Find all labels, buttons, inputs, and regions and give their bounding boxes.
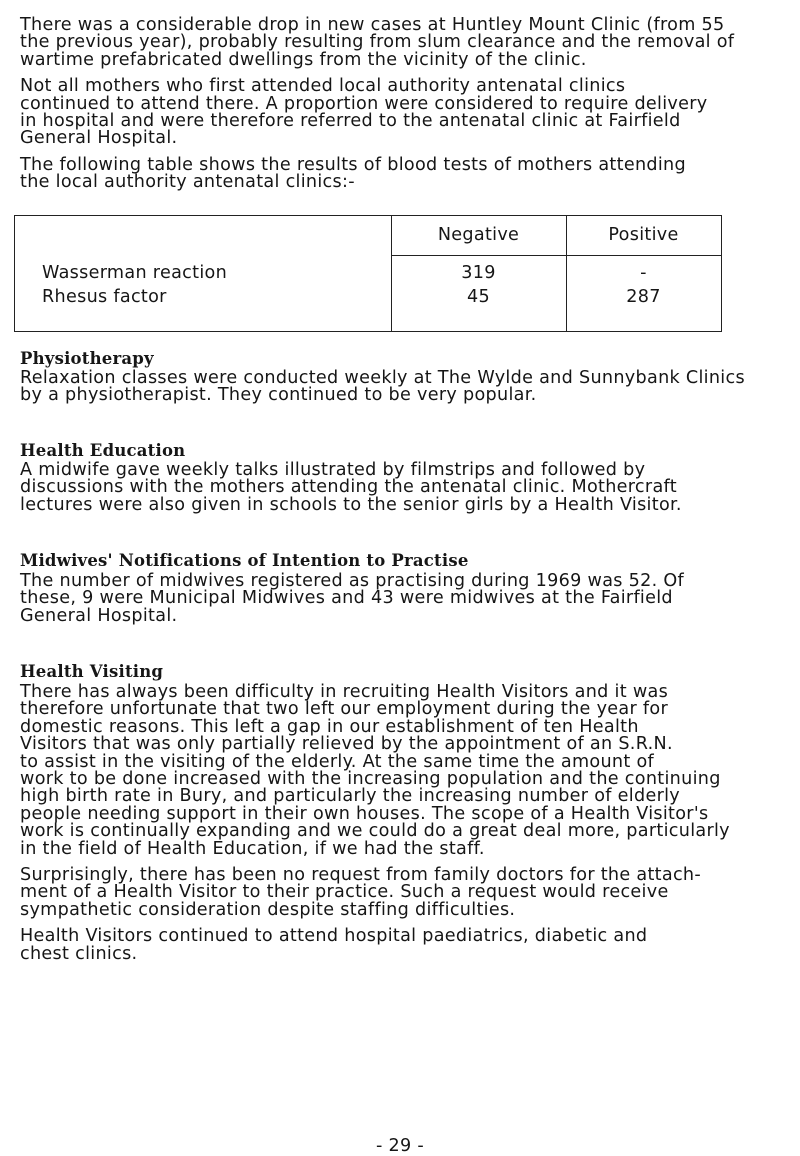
intro-paragraph-3: The following table shows the results of blood tests of mothers attending the local authority antenatal clinics:-	[20, 154, 686, 193]
page-number: - 29 -	[375, 1136, 425, 1156]
cell-rhesus-negative: 45	[467, 287, 490, 307]
section-paragraph: Surprisingly, there has been no request from family doctors for the attach- ment of a Health Visitor to their practice. Such a request would receive sympathetic consideration despite staffing difficulties.	[20, 865, 702, 920]
section-heading: Health Education	[20, 441, 186, 460]
section-paragraph: Relaxation classes were conducted weekly at The Wylde and Sunnybank Clinics by a physiotherapist. They continued to be very popular.	[20, 368, 745, 406]
cell-wasserman-positive: -	[640, 263, 647, 283]
table-header-rule	[391, 255, 721, 256]
row-label-wasserman: Wasserman reaction	[42, 263, 228, 283]
section-midwives-notifications	[20, 552, 792, 625]
cell-wasserman-negative: 319	[461, 263, 496, 283]
section-physiotherapy	[20, 350, 792, 405]
header-negative: Negative	[437, 225, 520, 245]
blood-test-table	[14, 215, 722, 332]
section-heading: Health Visiting	[20, 662, 164, 681]
intro-paragraph-1: There was a considerable drop in new cases at Huntley Mount Clinic (from 55 the previous year), probably resulting from slum clearance and the removal of wartime prefabricated dwellings from the vicinity of the clinic.	[20, 15, 735, 70]
section-paragraph: There has always been difficulty in recruiting Health Visitors and it was therefore unfortunate that two left our employment during the year for domestic reasons. This left a gap in our establishment of ten Health Visitors that was only partially relieved by the appointment of an S.R.N. to assist in the visiting of the elderly. At the same time the amount of work to be done increased with the increasing population and the continuing high birth rate in Bury, and particularly the increasing number of elderly people needing support in their own houses. The scope of a Health Visitor's work is continually expanding and we could do a great deal more, particularly in the field of Health Education, if we had the staff.	[20, 682, 730, 859]
section-paragraph: The number of midwives registered as practising during 1969 was 52. Of these, 9 were Municipal Midwives and 43 were midwives at the Fairfield General Hospital.	[20, 571, 685, 626]
section-health-visiting	[20, 663, 792, 963]
cell-rhesus-positive: 287	[626, 287, 661, 307]
section-paragraph: Health Visitors continued to attend hospital paediatrics, diabetic and chest clinics.	[20, 926, 648, 964]
intro-paragraph-2: Not all mothers who first attended local authority antenatal clinics continued to attend there. A proportion were considered to require delivery in hospital and were therefore referred to the antenatal clinic at Fairfield General Hospital.	[20, 76, 708, 149]
section-heading: Midwives' Notifications of Intention to Practise	[20, 551, 469, 570]
header-positive: Positive	[608, 225, 679, 245]
section-paragraph: A midwife gave weekly talks illustrated by filmstrips and followed by discussions with the mothers attending the antenatal clinic. Mothercraft lectures were also given in schools to the senior girls by a Health Visitor.	[20, 460, 682, 515]
row-label-rhesus: Rhesus factor	[42, 287, 167, 307]
document-page	[20, 17, 792, 192]
section-heading: Physiotherapy	[20, 349, 154, 368]
section-health-education	[20, 442, 792, 514]
